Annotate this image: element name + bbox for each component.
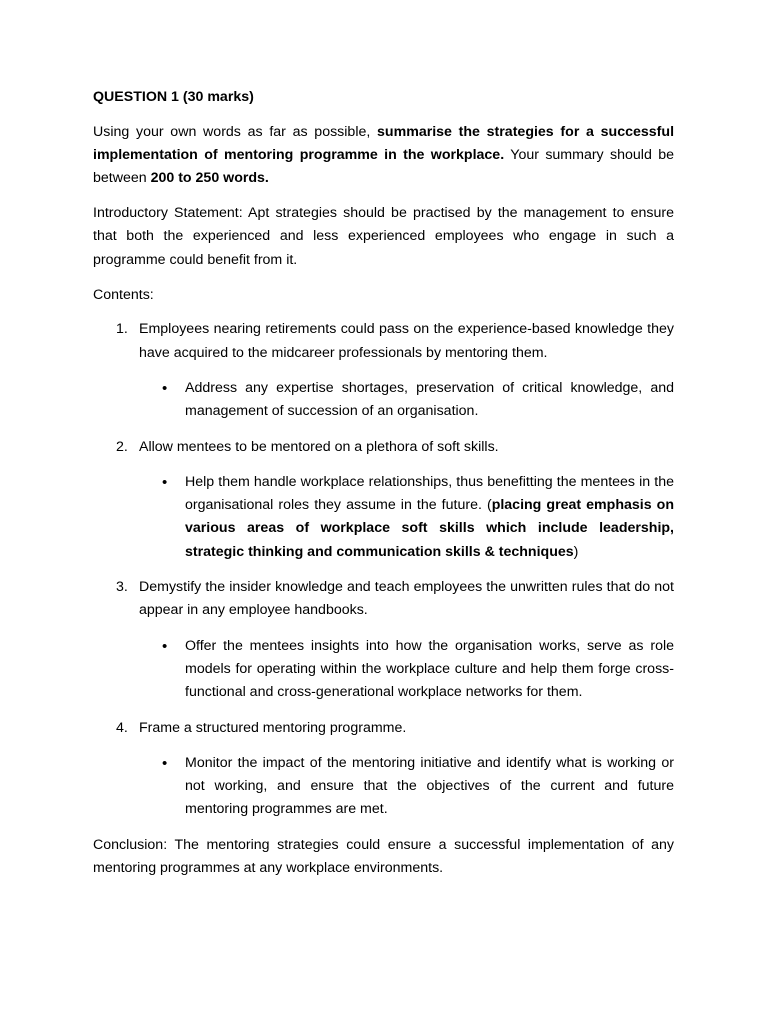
bullet-icon: • <box>162 379 168 397</box>
item-text: Employees nearing retirements could pass on the experience-based knowledge they have acquired to the midcareer professionals by mentoring them. <box>139 321 674 361</box>
item-number: 1. <box>116 321 128 338</box>
bullet-tail: ) <box>573 543 579 560</box>
item-text: Demystify the insider knowledge and teach employees the unwritten rules that do not appear in any employee handbooks. <box>139 579 674 619</box>
instruction-bold-2: 200 to 250 words. <box>150 170 269 187</box>
bullet-text: Offer the mentees insights into how the organisation works, serve as role models for operating within the workplace culture and help them forge cross-functional and cross-generational workplace networks for them. <box>185 637 674 701</box>
list-item <box>93 576 674 623</box>
conclusion-paragraph: Conclusion: The mentoring strategies could ensure a successful implementation of any mentoring programmes at any workplace environments. <box>93 836 674 877</box>
bullet-paragraph <box>185 471 674 564</box>
item-text: Frame a structured mentoring programme. <box>139 719 407 736</box>
bullet-icon: • <box>162 637 168 655</box>
contents-label: Contents: <box>93 286 154 303</box>
question-title: QUESTION 1 (30 marks) <box>93 89 254 105</box>
instruction-bold-1: summarise the strategies for a successful implementation of mentoring programme in the workplace. <box>93 123 675 164</box>
bullet-item <box>93 471 674 564</box>
instruction-text-1: Using your own words as far as possible, <box>93 123 378 140</box>
bullet-icon: • <box>162 473 168 491</box>
list-item <box>93 717 674 740</box>
bullet-item <box>93 377 674 424</box>
instruction-text-2: Your summary should be between <box>93 147 674 187</box>
document-page <box>93 86 674 880</box>
bullet-item <box>93 635 674 705</box>
bullet-text: Address any expertise shortages, preservation of critical knowledge, and management of succession of an organisation. <box>185 379 674 420</box>
bullet-text: Monitor the impact of the mentoring initiative and identify what is working or not working, and ensure that the objectives of the current and future mentoring programmes are met. <box>185 754 674 818</box>
item-number: 3. <box>116 579 128 596</box>
list-item <box>93 436 674 459</box>
bullet-item <box>93 752 674 822</box>
bullet-bold-text: placing great emphasis on various areas of workplace soft skills which include leadership, strategic thinking and communication skills & techniques <box>185 497 674 560</box>
bullet-text: Help them handle workplace relationships, thus benefitting the mentees in the organisational roles they assume in the future. ( <box>185 473 674 514</box>
list-item <box>93 318 674 365</box>
item-text: Allow mentees to be mentored on a plethora of soft skills. <box>139 438 499 455</box>
instruction-paragraph <box>93 121 674 191</box>
introductory-statement: Introductory Statement: Apt strategies should be practised by the management to ensure that both the experienced and less experienced employees who engage in such a programme could benefit from it. <box>93 205 674 268</box>
bullet-icon: • <box>162 754 168 772</box>
item-number: 2. <box>116 438 128 455</box>
item-number: 4. <box>116 719 128 736</box>
